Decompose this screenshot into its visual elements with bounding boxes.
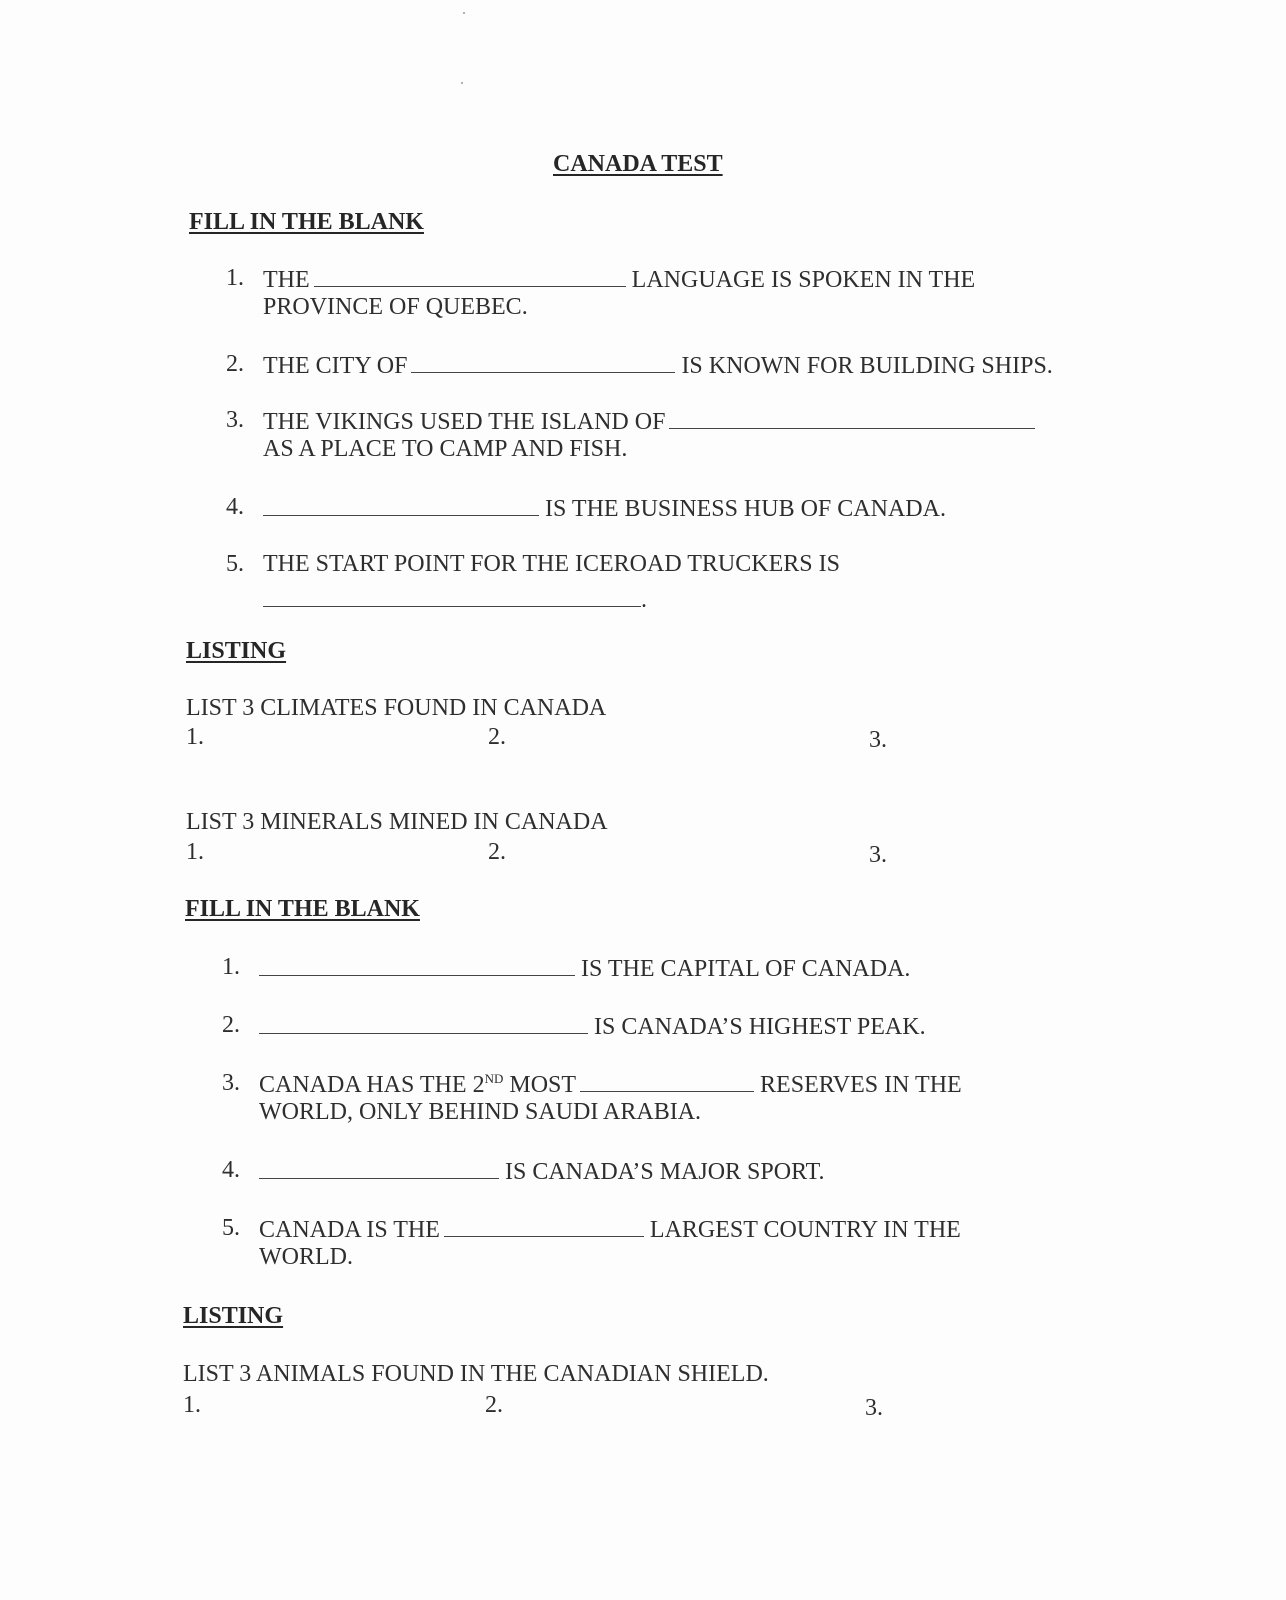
s1-q1 — [263, 264, 975, 294]
s1-q5-number: 5. — [226, 551, 244, 577]
section-heading-fill-in-blank-1: FILL IN THE BLANK — [189, 209, 424, 235]
s3-q5-number: 5. — [222, 1215, 240, 1241]
period: . — [641, 587, 647, 613]
section-heading-listing-2: LISTING — [183, 1303, 284, 1329]
s3-q3-text: CANADA HAS THE 2 — [259, 1072, 485, 1098]
answer-blank[interactable] — [580, 1069, 754, 1092]
s1-q3-line2: AS A PLACE TO CAMP AND FISH. — [263, 436, 628, 462]
list-number-2: 2. — [488, 839, 506, 865]
s1-q3 — [263, 406, 1041, 436]
s1-q2 — [263, 350, 1053, 380]
s3-q3-line2: WORLD, ONLY BEHIND SAUDI ARABIA. — [259, 1099, 702, 1125]
s3-q4-text: IS CANADA’S MAJOR SPORT. — [505, 1159, 825, 1185]
s3-q1-text: IS THE CAPITAL OF CANADA. — [581, 956, 911, 982]
list-number-1: 1. — [186, 839, 204, 865]
s1-q2-text: THE CITY OF — [263, 353, 408, 379]
s1-q3-text: THE VIKINGS USED THE ISLAND OF — [263, 409, 666, 435]
s3-q3 — [259, 1069, 962, 1099]
s3-q5 — [259, 1214, 961, 1244]
page-title: CANADA TEST — [553, 151, 723, 177]
answer-blank[interactable] — [263, 584, 641, 607]
s3-q5-line2: WORLD. — [259, 1244, 353, 1270]
answer-blank[interactable] — [411, 350, 675, 373]
answer-blank[interactable] — [259, 953, 575, 976]
list-number-3: 3. — [869, 842, 887, 868]
scan-speck — [463, 12, 465, 14]
s1-q3-number: 3. — [226, 407, 244, 433]
list-number-1: 1. — [183, 1392, 201, 1418]
s1-q4-text: IS THE BUSINESS HUB OF CANADA. — [545, 496, 946, 522]
s3-q2-number: 2. — [222, 1012, 240, 1038]
list-prompt-animals: LIST 3 ANIMALS FOUND IN THE CANADIAN SHIELD. — [183, 1361, 769, 1387]
s3-q4 — [255, 1156, 825, 1186]
s1-q4 — [259, 493, 946, 523]
ordinal-suffix: ND — [484, 1071, 504, 1086]
s1-q2-text-after: IS KNOWN FOR BUILDING SHIPS. — [681, 353, 1053, 379]
section-heading-listing-1: LISTING — [186, 638, 287, 664]
s3-q2-text: IS CANADA’S HIGHEST PEAK. — [594, 1014, 926, 1040]
s3-q3-number: 3. — [222, 1070, 240, 1096]
answer-blank[interactable] — [444, 1214, 644, 1237]
list-number-3: 3. — [865, 1395, 883, 1421]
s1-q5-text: THE START POINT FOR THE ICEROAD TRUCKERS IS — [263, 551, 840, 577]
s3-q2 — [255, 1011, 926, 1041]
s1-q1-number: 1. — [226, 265, 244, 291]
s3-q4-number: 4. — [222, 1157, 240, 1183]
section-heading-fill-in-blank-2: FILL IN THE BLANK — [185, 896, 420, 922]
list-number-2: 2. — [485, 1392, 503, 1418]
list-number-1: 1. — [186, 724, 204, 750]
s1-q1-line2: PROVINCE OF QUEBEC. — [263, 294, 528, 320]
s3-q3-text-2: MOST — [509, 1072, 577, 1098]
s1-q1-text: THE — [263, 267, 310, 293]
answer-blank[interactable] — [259, 1011, 588, 1034]
s1-q1-text-after: LANGUAGE IS SPOKEN IN THE — [631, 267, 976, 293]
s3-q5-text-after: LARGEST COUNTRY IN THE — [649, 1217, 961, 1243]
list-number-2: 2. — [488, 724, 506, 750]
list-prompt-climates: LIST 3 CLIMATES FOUND IN CANADA — [186, 695, 607, 721]
answer-blank[interactable] — [669, 406, 1035, 429]
s3-q5-text: CANADA IS THE — [259, 1217, 440, 1243]
s1-q5-line2 — [259, 584, 647, 614]
s3-q1 — [255, 953, 910, 983]
s1-q2-number: 2. — [226, 351, 244, 377]
s3-q3-text-after: RESERVES IN THE — [760, 1072, 962, 1098]
list-prompt-minerals: LIST 3 MINERALS MINED IN CANADA — [186, 809, 608, 835]
s1-q4-number: 4. — [226, 494, 244, 520]
scan-speck — [461, 82, 463, 84]
list-number-3: 3. — [869, 727, 887, 753]
s3-q1-number: 1. — [222, 954, 240, 980]
answer-blank[interactable] — [314, 264, 626, 287]
answer-blank[interactable] — [259, 1156, 499, 1179]
answer-blank[interactable] — [263, 493, 539, 516]
